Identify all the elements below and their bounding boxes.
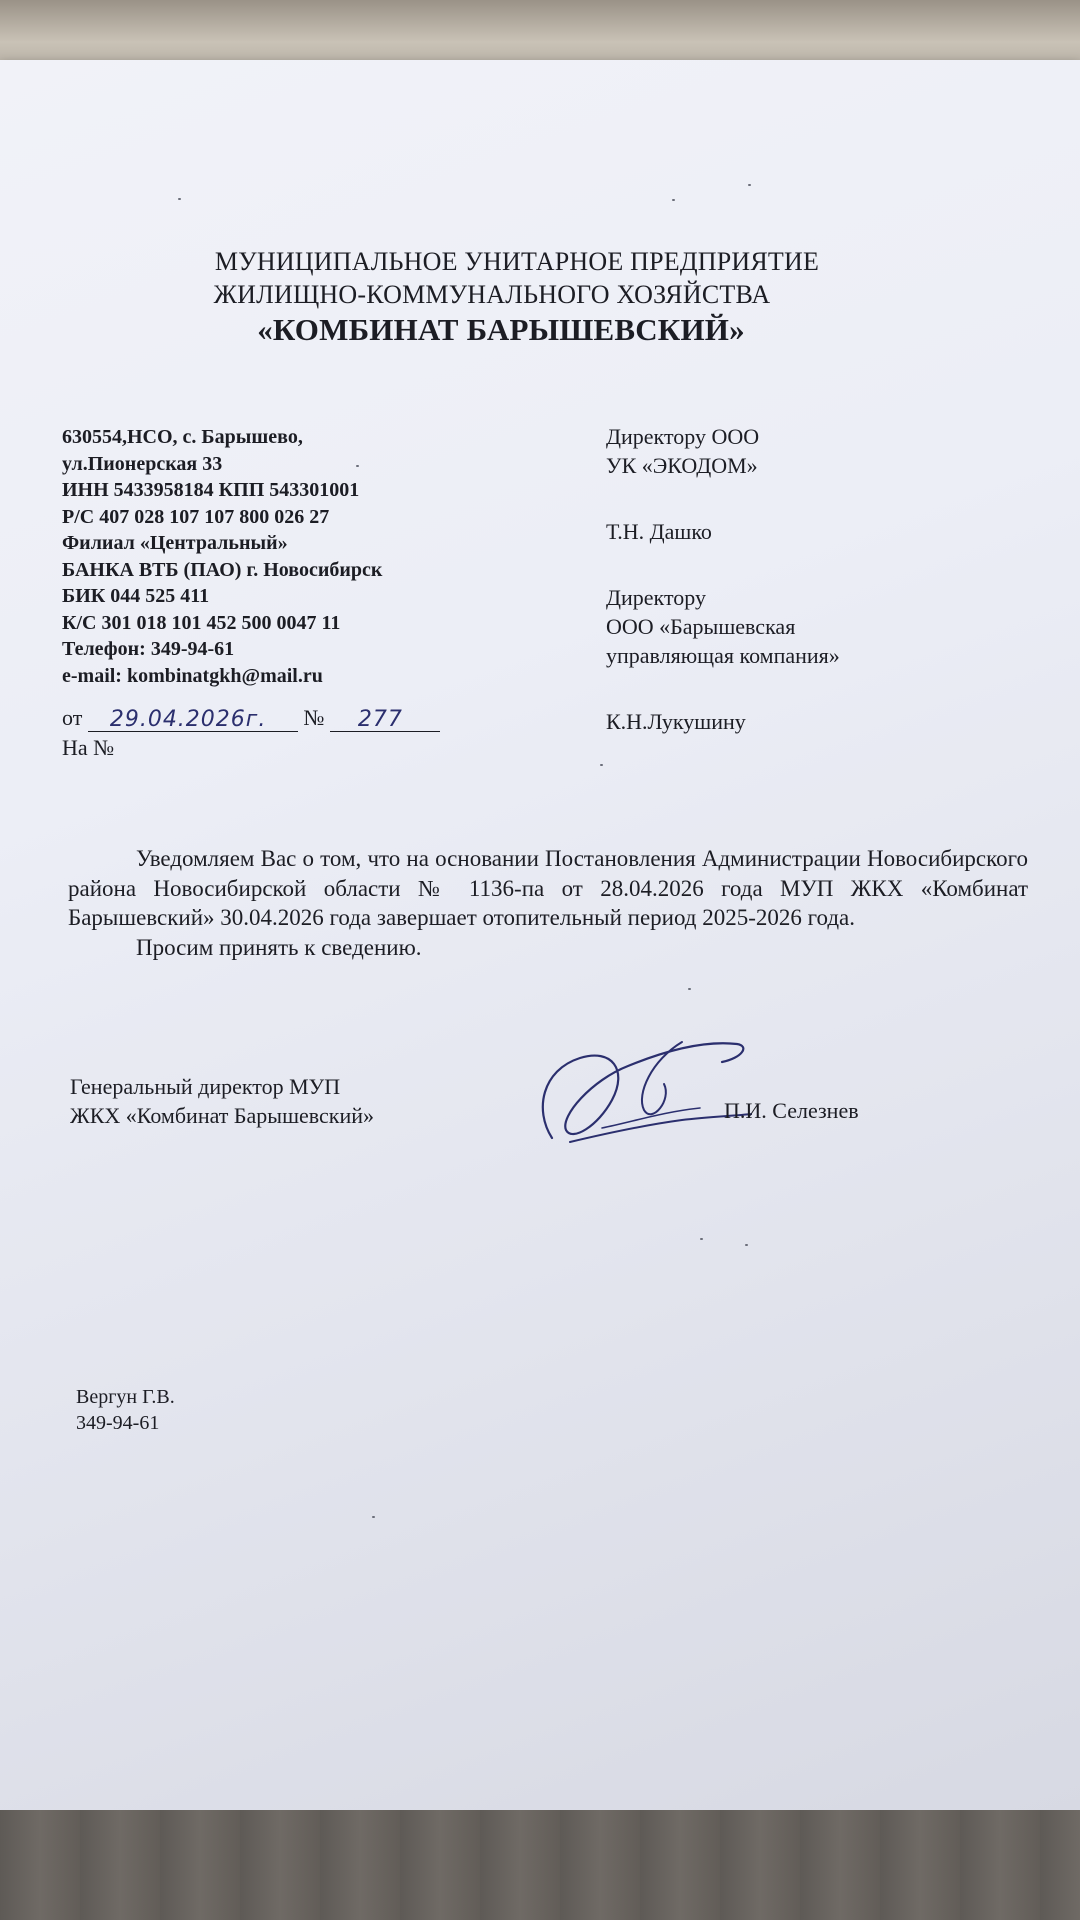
paper-speck bbox=[688, 988, 691, 990]
body-paragraph-1: Уведомляем Вас о том, что на основании Постановления Администрации Новосибирского района Новосибирской области № 1136-па от 28.04.2026 года МУП ЖКХ «Комбинат Барышевский» 30.04.2026 года завершает отопительный период 2025-2026 года. bbox=[68, 846, 1028, 930]
sender-street-line: ул.Пионерская 33 bbox=[62, 452, 223, 475]
date-prefix: от bbox=[62, 705, 83, 730]
sender-email-line: e-mail: kombinatgkh@mail.ru bbox=[62, 664, 323, 687]
number-prefix: № bbox=[303, 705, 325, 730]
executor-name: Вергун Г.В. bbox=[76, 1386, 175, 1408]
letter-body bbox=[68, 844, 1028, 962]
recipient-2-company-line-1: ООО «Барышевская bbox=[606, 614, 796, 639]
recipients-block bbox=[606, 422, 1006, 736]
sender-branch-line: Филиал «Центральный» bbox=[62, 532, 288, 554]
recipient-2-position: Директору bbox=[606, 585, 706, 610]
organization-name: «КОМБИНАТ БАРЫШЕВСКИЙ» bbox=[257, 312, 745, 347]
sender-corr-account-line: К/С 301 018 101 452 500 0047 11 bbox=[62, 611, 341, 634]
recipient-1-company: УК «ЭКОДОМ» bbox=[606, 453, 758, 478]
header-line-2: ЖИЛИЩНО-КОММУНАЛЬНОГО ХОЗЯЙСТВА bbox=[213, 280, 771, 309]
recipient-2-name: К.Н.Лукушину bbox=[606, 709, 746, 734]
recipient-2-company-line-2: управляющая компания» bbox=[606, 643, 840, 668]
paper-speck bbox=[748, 184, 751, 186]
sender-address-line: 630554,НСО, с. Барышево, bbox=[62, 426, 303, 448]
signatory-title-line-1: Генеральный директор МУП bbox=[70, 1074, 341, 1099]
sender-details bbox=[62, 424, 502, 689]
paper-speck bbox=[372, 1516, 375, 1518]
signer-name: П.И. Селезнев bbox=[724, 1098, 859, 1123]
sender-account-line: Р/С 407 028 107 107 800 026 27 bbox=[62, 505, 330, 528]
outgoing-date: 29.04.2026г. bbox=[88, 706, 298, 732]
organization-header bbox=[0, 245, 1020, 349]
paper-speck bbox=[600, 764, 603, 766]
reference-number: На № bbox=[62, 735, 115, 760]
executor-block bbox=[76, 1384, 175, 1436]
header-line-1: МУНИЦИПАЛЬНОЕ УНИТАРНОЕ ПРЕДПРИЯТИЕ bbox=[214, 247, 820, 276]
sender-bank-line: БАНКА ВТБ (ПАО) г. Новосибирск bbox=[62, 558, 383, 581]
sender-inn-line: ИНН 5433958184 КПП 543301001 bbox=[62, 479, 360, 501]
paper-speck bbox=[745, 1244, 748, 1246]
signatory-title-line-2: ЖКХ «Комбинат Барышевский» bbox=[70, 1103, 375, 1128]
registration-line bbox=[62, 704, 482, 762]
paper-speck bbox=[178, 198, 181, 200]
sender-bik-line: БИК 044 525 411 bbox=[62, 585, 210, 607]
executor-phone: 349-94-61 bbox=[76, 1412, 160, 1434]
desk-background-bottom bbox=[0, 1810, 1080, 1920]
recipient-1-name: Т.Н. Дашко bbox=[606, 519, 712, 544]
handwritten-signature bbox=[532, 1030, 752, 1160]
paper-speck bbox=[672, 199, 675, 201]
recipient-1-position: Директору ООО bbox=[606, 424, 760, 449]
paper-speck bbox=[700, 1238, 703, 1240]
signatory-title bbox=[70, 1072, 490, 1130]
sender-phone-line: Телефон: 349-94-61 bbox=[62, 638, 235, 660]
outgoing-number: 277 bbox=[330, 706, 440, 732]
body-paragraph-2: Просим принять к сведению. bbox=[136, 934, 422, 960]
